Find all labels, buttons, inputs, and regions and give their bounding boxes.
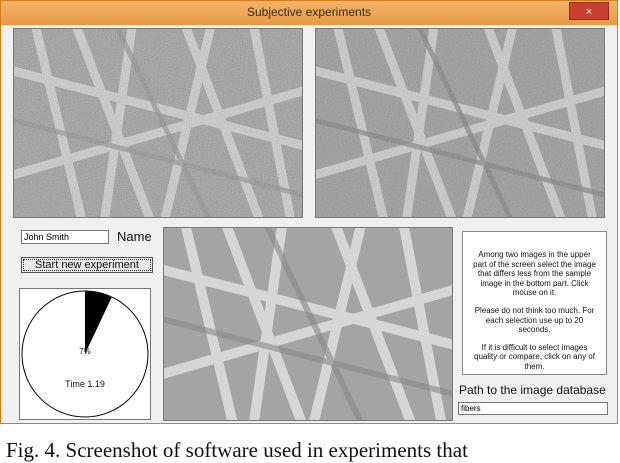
name-input[interactable] [21, 230, 109, 244]
instructions-text-3: If it is difficult to select images quality or compare, click on any of them. [474, 342, 595, 371]
timer-time: Time 1.19 [65, 379, 105, 389]
sample-image [163, 227, 453, 421]
fiber-texture-sample [164, 228, 452, 420]
database-path-label: Path to the image database [459, 383, 606, 397]
candidate-image-right[interactable] [315, 28, 605, 218]
timer-percent: 7% [79, 347, 91, 356]
window-title: Subjective experiments [246, 5, 372, 19]
start-experiment-button[interactable]: Start new experiment [21, 257, 153, 273]
instructions-text-2: Please do not think too much. For each selection use up to 20 seconds. [474, 305, 595, 335]
instructions-panel [462, 231, 607, 375]
timer-panel [19, 288, 151, 420]
figure-caption: Fig. 4. Screenshot of software used in experiments that [6, 438, 468, 462]
fiber-texture-left [14, 29, 302, 217]
candidate-image-left[interactable] [13, 28, 303, 218]
close-button[interactable]: × [569, 2, 609, 20]
fiber-texture-right [316, 29, 604, 217]
title-bar[interactable] [1, 1, 617, 25]
instructions-text-1: Among two images in the upper part of the screen select the image that differs less from the sample image in the bottom part. Click mouse on it. [473, 250, 596, 298]
name-label: Name [117, 229, 152, 244]
database-path-input[interactable] [458, 402, 608, 415]
